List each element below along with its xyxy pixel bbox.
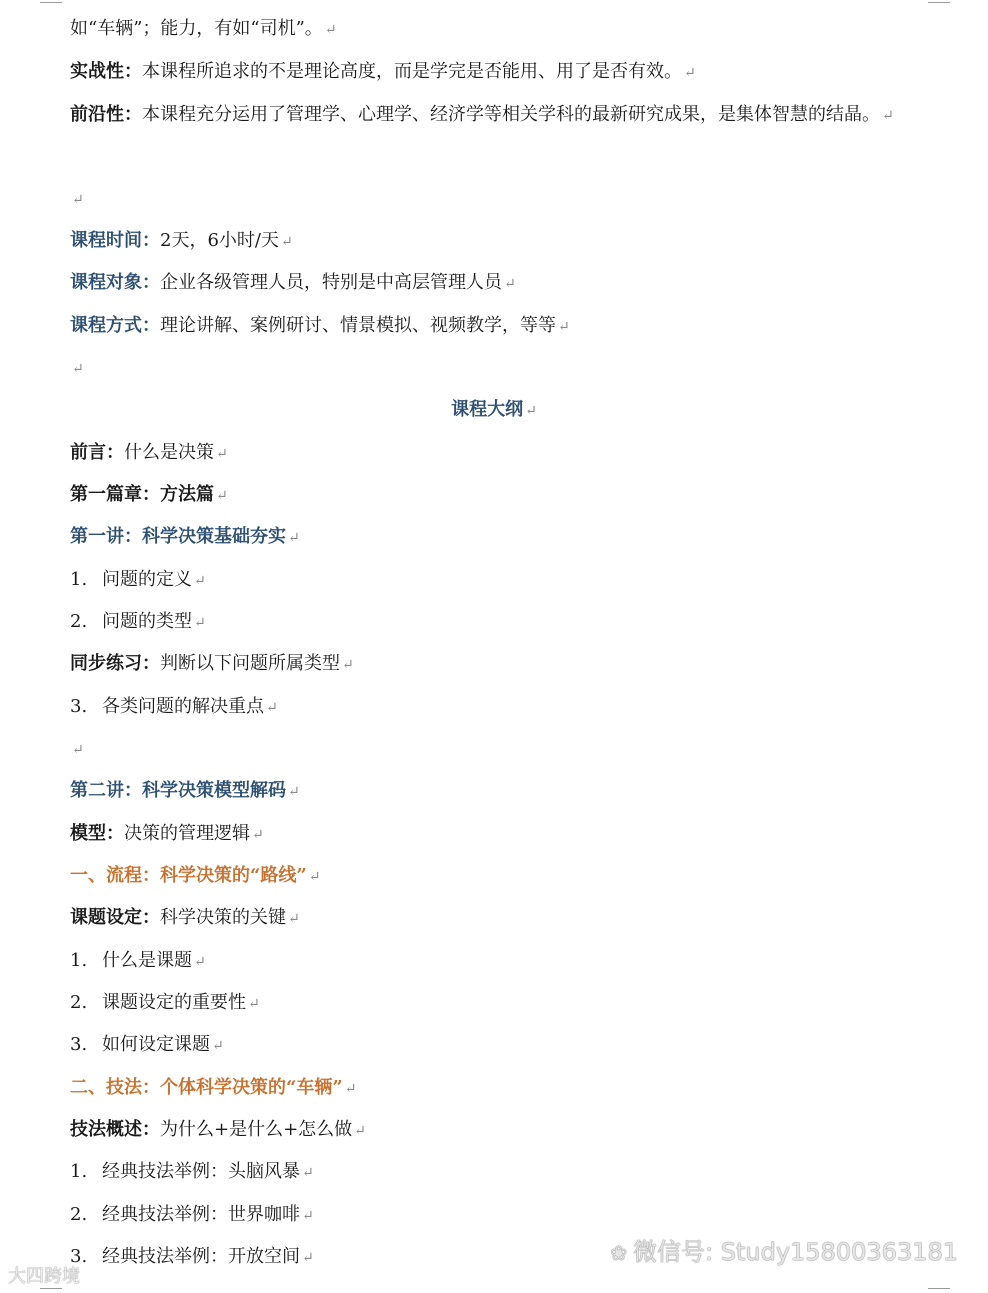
list-number: 3. — [70, 696, 88, 717]
field-text: 判断以下问题所属类型 — [160, 653, 340, 674]
list-number: 1. — [70, 950, 88, 971]
list-number: 2. — [70, 992, 88, 1013]
technique-overview — [70, 1115, 928, 1145]
field-label: 课程方式： — [70, 315, 160, 336]
field-text: 科学决策的关键 — [160, 907, 286, 928]
field-label: 实战性： — [70, 61, 142, 82]
list-item-text: 经典技法举例：开放空间 — [102, 1246, 300, 1267]
field-label: 模型： — [70, 823, 124, 844]
field-label: 课题设定： — [70, 907, 160, 928]
paragraph-text: 如“车辆”；能力，有如“司机”。 — [70, 18, 323, 39]
field-text: 本课程所追求的不是理论高度，而是学完是否能用、用了是否有效。 — [142, 61, 682, 82]
paragraph-practicality — [70, 57, 928, 87]
brand-watermark-text: 大四跨境 — [8, 1266, 80, 1287]
list-number: 2. — [70, 611, 88, 632]
lecture-heading — [70, 776, 928, 806]
paragraph-mark: ↵ — [354, 1123, 366, 1139]
paragraph-mark: ↵ — [302, 1208, 314, 1224]
lecture-heading-text: 第二讲：科学决策模型解码 — [70, 780, 286, 801]
paragraph-mark: ↵ — [308, 869, 321, 885]
paragraph-mark: ↵ — [72, 192, 84, 208]
field-text: 什么是决策 — [124, 442, 214, 463]
wechat-watermark-text: 微信号: Study15800363181 — [633, 1238, 958, 1266]
chapter-heading — [70, 480, 928, 510]
brand-watermark — [8, 1262, 80, 1288]
section-heading-text: 一、流程：科学决策的“路线” — [70, 865, 307, 886]
field-text: 2天，6小时/天 — [160, 230, 279, 251]
list-item — [70, 1030, 928, 1060]
corner-mark-bottom-right — [928, 1288, 950, 1289]
list-item-text: 问题的定义 — [102, 569, 192, 590]
list-item-text: 课题设定的重要性 — [102, 992, 246, 1013]
list-number: 1. — [70, 569, 88, 590]
topic-setting — [70, 903, 928, 933]
paragraph-mark: ↵ — [194, 954, 206, 970]
course-time — [70, 226, 928, 256]
list-item — [70, 565, 928, 595]
lecture-heading-text: 第一讲：科学决策基础夯实 — [70, 526, 286, 547]
paragraph-mark: ↵ — [216, 488, 228, 504]
list-item — [70, 607, 928, 637]
paragraph-mark: ↵ — [504, 276, 516, 292]
list-item-text: 经典技法举例：头脑风暴 — [102, 1161, 300, 1182]
list-item — [70, 692, 928, 722]
lecture-heading — [70, 522, 928, 552]
list-number: 1. — [70, 1161, 88, 1182]
preface — [70, 438, 928, 468]
empty-paragraph — [70, 184, 928, 214]
list-number: 2. — [70, 1204, 88, 1225]
empty-paragraph — [70, 734, 928, 764]
practice — [70, 649, 928, 679]
paragraph-mark: ↵ — [248, 996, 260, 1012]
list-number: 3. — [70, 1034, 88, 1055]
field-label: 前言： — [70, 442, 124, 463]
corner-mark-bottom-left — [40, 1288, 62, 1289]
field-text: 决策的管理逻辑 — [124, 823, 250, 844]
paragraph-mark: ↵ — [72, 361, 84, 377]
section-heading — [70, 1073, 928, 1103]
chapter-heading-text: 第一篇章：方法篇 — [70, 484, 214, 505]
paragraph-mark: ↵ — [302, 1250, 314, 1266]
outline-title-text: 课程大纲 — [451, 399, 524, 420]
section-heading — [70, 861, 928, 891]
list-item-text: 问题的类型 — [102, 611, 192, 632]
list-number: 3. — [70, 1246, 88, 1267]
paragraph-mark: ↵ — [342, 657, 354, 673]
field-label: 技法概述： — [70, 1119, 160, 1140]
list-item-text: 什么是课题 — [102, 950, 192, 971]
paragraph-mark: ↵ — [72, 742, 84, 758]
paragraph-mark: ↵ — [288, 530, 300, 546]
wechat-watermark — [610, 1232, 958, 1267]
course-audience — [70, 268, 928, 298]
paragraph-mark: ↵ — [324, 22, 337, 38]
paragraph-mark: ↵ — [288, 784, 300, 800]
paragraph-mark: ↵ — [194, 615, 206, 631]
paragraph-mark: ↵ — [252, 827, 264, 843]
paragraph-mark: ↵ — [266, 700, 278, 716]
field-text: 企业各级管理人员，特别是中高层管理人员 — [160, 272, 502, 293]
list-item — [70, 1157, 928, 1187]
paragraph-mark: ↵ — [302, 1165, 314, 1181]
paragraph-mark: ↵ — [216, 446, 228, 462]
paragraph-mark: ↵ — [882, 108, 894, 124]
list-item — [70, 988, 928, 1018]
paragraph-mark: ↵ — [194, 573, 206, 589]
course-method — [70, 311, 928, 341]
paragraph-mark: ↵ — [212, 1038, 224, 1054]
paragraph-mark: ↵ — [288, 911, 300, 927]
wechat-icon: ❀ — [610, 1241, 628, 1265]
paragraph-mark: ↵ — [558, 319, 570, 335]
empty-paragraph — [70, 353, 928, 383]
list-item-text: 如何设定课题 — [102, 1034, 210, 1055]
list-item-text: 经典技法举例：世界咖啡 — [102, 1204, 300, 1225]
paragraph-line — [70, 14, 928, 44]
corner-mark-top-left — [40, 2, 62, 3]
outline-title — [0, 395, 988, 425]
section-heading-text: 二、技法：个体科学决策的“车辆” — [70, 1077, 343, 1098]
field-text: 理论讲解、案例研讨、情景模拟、视频教学，等等 — [160, 315, 556, 336]
paragraph-mark: ↵ — [525, 403, 537, 419]
field-label: 课程时间： — [70, 230, 160, 251]
field-text: 本课程充分运用了管理学、心理学、经济学等相关学科的最新研究成果，是集体智慧的结晶。 — [142, 104, 880, 125]
field-label: 前沿性： — [70, 104, 142, 125]
list-item — [70, 946, 928, 976]
list-item-text: 各类问题的解决重点 — [102, 696, 264, 717]
model — [70, 819, 928, 849]
paragraph-mark: ↵ — [280, 234, 293, 250]
paragraph-frontier — [70, 94, 924, 137]
list-item — [70, 1200, 928, 1230]
paragraph-mark: ↵ — [344, 1081, 357, 1097]
field-label: 同步练习： — [70, 653, 160, 674]
paragraph-mark: ↵ — [684, 65, 696, 81]
corner-mark-top-right — [928, 2, 950, 3]
field-label: 课程对象： — [70, 272, 160, 293]
field-text: 为什么+是什么+怎么做 — [160, 1119, 353, 1140]
